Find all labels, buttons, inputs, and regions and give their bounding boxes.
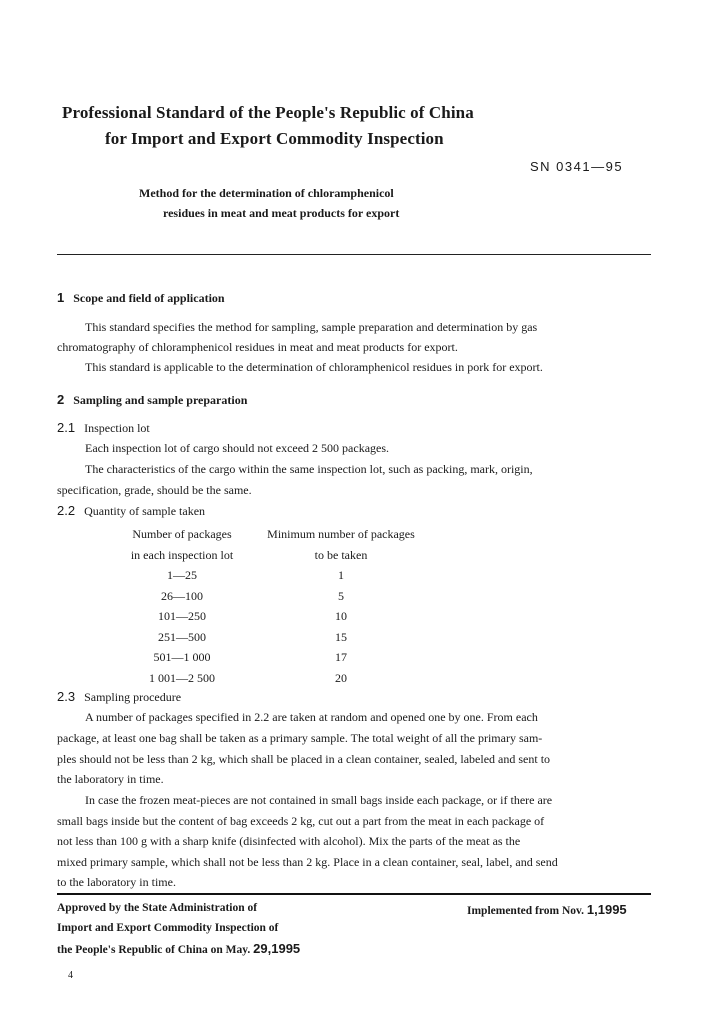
- col2-header-line2: to be taken: [314, 547, 368, 562]
- col1-header-line2: in each inspection lot: [130, 547, 234, 562]
- col2-header-line1: Minimum number of packages: [267, 527, 415, 541]
- implemented-line: [467, 902, 627, 917]
- title-line-2: for Import and Export Commodity Inspection: [105, 129, 444, 148]
- table-row-range: 501—1 000: [153, 650, 211, 664]
- table-row-min: 10: [335, 609, 347, 623]
- s2-3-p2-line3: not less than 100 g with a sharp knife (disinfected with alcohol). Mix the parts of the meat as the: [57, 834, 521, 848]
- s2-3-p2-line5: to the laboratory in time.: [57, 875, 176, 889]
- section-1-heading: [57, 290, 225, 306]
- section-2-heading: [57, 392, 247, 408]
- table-row-min: 1: [338, 568, 344, 582]
- table-row-min: 5: [338, 588, 344, 603]
- subtitle-line-1: Method for the determination of chloramphenicol: [139, 186, 394, 200]
- s2-3-p1-line1: A number of packages specified in 2.2 are taken at random and opened one by one. From each: [85, 710, 538, 724]
- subsection-2-2-number: 2.2: [57, 503, 76, 518]
- s2-1-line2: The characteristics of the cargo within the same inspection lot, such as packing, mark, origin,: [85, 462, 533, 476]
- s2-3-p2-line1: In case the frozen meat-pieces are not contained in small bags inside each package, or if there are: [85, 793, 553, 807]
- footer-divider: [57, 893, 651, 895]
- table-row-range: 1—25: [167, 568, 197, 582]
- subsection-2-2-heading: [57, 503, 205, 519]
- standard-code: SN 0341—95: [530, 159, 624, 174]
- s2-3-p1-line4: the laboratory in time.: [57, 772, 164, 786]
- table-row-range: 251—500: [158, 629, 206, 644]
- approved-text: the People's Republic of China on May.: [57, 944, 251, 956]
- approved-line-1: Approved by the State Administration of: [57, 902, 258, 914]
- section-2-number: 2: [57, 392, 65, 407]
- page-number: 4: [68, 970, 73, 981]
- approved-date: 29,1995: [253, 941, 301, 956]
- s2-3-p2-line2: small bags inside but the content of bag exceeds 2 kg, cut out a part from the meat in each package of: [57, 814, 545, 828]
- s1-para1-line1: This standard specifies the method for sampling, sample preparation and determination by gas: [85, 320, 538, 334]
- section-1-title: Scope and field of application: [73, 291, 225, 305]
- s2-1-line3: specification, grade, should be the same.: [57, 483, 252, 497]
- s2-3-p1-line3: ples should not be less than 2 kg, which shall be placed in a clean container, sealed, labeled and sent to: [57, 752, 551, 766]
- s1-para2: This standard is applicable to the determination of chloramphenicol residues in pork for export.: [85, 360, 543, 374]
- subsection-2-1-heading: [57, 420, 150, 436]
- table-row-min: 15: [335, 629, 347, 644]
- approved-line-2: Import and Export Commodity Inspection of: [57, 922, 279, 934]
- subsection-2-3-title: Sampling procedure: [84, 690, 182, 704]
- table-row-min: 17: [335, 650, 347, 664]
- s2-3-p2-line4: mixed primary sample, which shall not be less than 2 kg. Place in a clean container, seal, label, and send: [57, 855, 558, 869]
- approved-line-3: [57, 941, 300, 956]
- table-row-min: 20: [335, 670, 347, 685]
- s2-1-line1: Each inspection lot of cargo should not exceed 2 500 packages.: [85, 441, 390, 455]
- implemented-date: 1,1995: [586, 902, 627, 917]
- table-row-range: 26—100: [161, 588, 203, 603]
- title-line-1: Professional Standard of the People's Republic of China: [62, 103, 474, 122]
- subsection-2-3-number: 2.3: [57, 689, 76, 704]
- implemented-text: Implemented from Nov.: [467, 905, 585, 917]
- section-2-title: Sampling and sample preparation: [73, 393, 248, 407]
- s1-para1-line2: chromatography of chloramphenicol residues in meat and meat products for export.: [57, 340, 458, 354]
- table-col-minimum: [252, 524, 430, 688]
- subsection-2-1-number: 2.1: [57, 420, 76, 435]
- table-row-range: 1 001—2 500: [149, 670, 215, 685]
- subsection-2-2-title: Quantity of sample taken: [84, 504, 206, 518]
- table-row-range: 101—250: [158, 609, 206, 623]
- subsection-2-1-title: Inspection lot: [84, 421, 150, 435]
- subtitle-line-2: residues in meat and meat products for export: [163, 206, 400, 220]
- subsection-2-3-heading: [57, 689, 181, 705]
- header-divider: [57, 254, 651, 255]
- table-col-packages: [112, 524, 252, 688]
- s2-3-p1-line2: package, at least one bag shall be taken as a primary sample. The total weight of all the primary sam-: [57, 731, 543, 745]
- col1-header-line1: Number of packages: [132, 527, 232, 541]
- section-1-number: 1: [57, 290, 65, 305]
